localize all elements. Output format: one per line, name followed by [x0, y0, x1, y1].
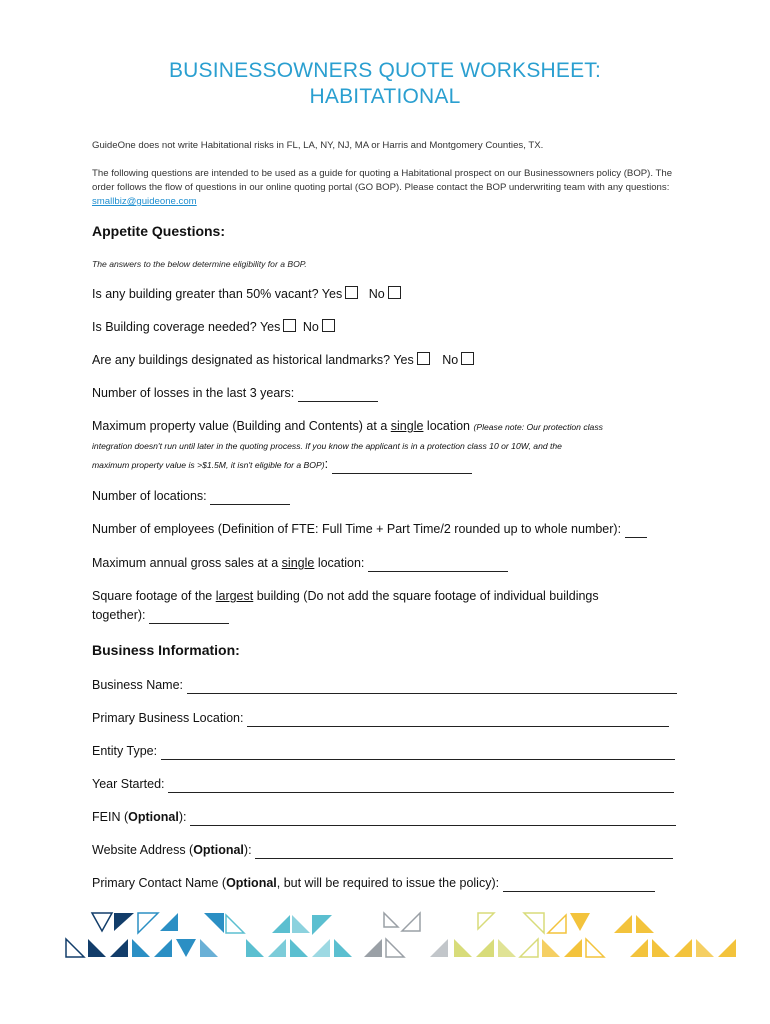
business-heading: Business Information:: [92, 642, 240, 658]
triangle-row-top: [92, 913, 654, 935]
question-employees: Number of employees (Definition of FTE: Full Time + Part Time/2 rounded up to whole number):: [92, 521, 647, 538]
website-row: Website Address (Optional):: [92, 842, 673, 859]
vacant-no-checkbox[interactable]: [388, 286, 401, 299]
business-name-row: Business Name:: [92, 677, 677, 694]
fein-row: FEIN (Optional):: [92, 809, 676, 826]
restriction-text: GuideOne does not write Habitational risks in FL, LA, NY, NJ, MA or Harris and Montgomery Counties, TX.: [92, 140, 544, 151]
sqft-field[interactable]: [149, 611, 229, 624]
max-property-note: integration doesn't run until later in the quoting process. If you know the applicant is in a protection class 10 or 10W, and the: [92, 441, 562, 451]
max-property-field[interactable]: [332, 461, 472, 474]
losses-field[interactable]: [298, 389, 378, 402]
question-vacant: Is any building greater than 50% vacant? Yes No: [92, 286, 404, 303]
employees-field[interactable]: [625, 525, 647, 538]
website-field[interactable]: [255, 846, 673, 859]
primary-contact-row: Primary Contact Name (Optional, but will be required to issue the policy):: [92, 875, 655, 892]
triangle-pattern-decoration: [0, 905, 770, 965]
question-max-property: Maximum property value (Building and Contents) at a single location (Please note: Our protection class: [92, 419, 603, 433]
page-title: BUSINESSOWNERS QUOTE WORKSHEET: HABITATIONAL: [168, 59, 602, 108]
question-losses: Number of losses in the last 3 years:: [92, 385, 378, 402]
triangle-row-bottom: [66, 939, 736, 957]
year-started-row: Year Started:: [92, 776, 674, 793]
fein-field[interactable]: [190, 813, 676, 826]
historical-no-checkbox[interactable]: [461, 352, 474, 365]
entity-type-row: Entity Type:: [92, 743, 675, 760]
appetite-heading: Appetite Questions:: [92, 223, 226, 239]
entity-type-field[interactable]: [161, 747, 675, 760]
primary-contact-field[interactable]: [503, 879, 655, 892]
coverage-no-checkbox[interactable]: [322, 319, 335, 332]
question-coverage: Is Building coverage needed? Yes No: [92, 319, 338, 336]
historical-yes-checkbox[interactable]: [417, 352, 430, 365]
business-location-row: Primary Business Location:: [92, 710, 669, 727]
locations-field[interactable]: [210, 492, 290, 505]
question-locations: Number of locations:: [92, 488, 290, 505]
year-started-field[interactable]: [168, 780, 674, 793]
coverage-yes-checkbox[interactable]: [283, 319, 296, 332]
question-sqft: Square footage of the largest building (Do not add the square footage of individual buildings: [92, 589, 599, 603]
guide-text: The following questions are intended to be used as a guide for quoting a Habitational prospect on our Businessowners policy (BOP). The order follows the flow of questions in our online quoting portal (GO BOP). Please contact the BOP underwriting team with any questions: smallbiz@guideone.com: [92, 168, 673, 207]
business-location-field[interactable]: [247, 714, 669, 727]
sales-field[interactable]: [368, 559, 508, 572]
vacant-yes-checkbox[interactable]: [345, 286, 358, 299]
appetite-note: The answers to the below determine eligibility for a BOP.: [92, 259, 307, 269]
email-link[interactable]: smallbiz@guideone.com: [92, 196, 197, 207]
question-historical: Are any buildings designated as historical landmarks? Yes No: [92, 352, 477, 369]
question-sales: Maximum annual gross sales at a single location:: [92, 555, 508, 572]
business-name-field[interactable]: [187, 681, 677, 694]
